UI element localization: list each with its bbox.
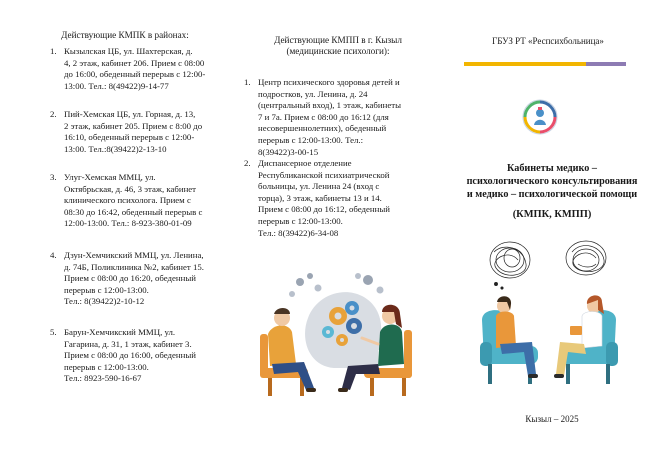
item-number: 1. <box>50 46 57 56</box>
item-line: Гагарина, д. 31, 1 этаж, кабинет 3. <box>64 338 192 349</box>
heading-line: (медицинские психологи): <box>286 46 390 56</box>
item-line: до 16:00, обеденный перерыв с 12:00- <box>64 69 206 80</box>
item-line: Тел.: 8923-590-16-67 <box>64 373 142 384</box>
item-line: Октябрьская, д. 46, 3 этаж, кабинет <box>64 183 197 194</box>
heading-line: Действующие КМПП в г. Кызыл <box>274 35 402 45</box>
item-line: Кызылская ЦБ, ул. Шахтерская, д. <box>64 46 193 56</box>
item-line: (центральный вход), 1 этаж, кабинеты <box>258 100 401 111</box>
item-line: торца), 3 этаж, кабинеты 13 и 14. <box>258 192 382 203</box>
item-number: 4. <box>50 250 57 260</box>
item-line: перерыв с 12:00-13:00. <box>258 215 343 226</box>
item-line: 12:00-13:00. Тел.: 8-923-380-01-09 <box>64 218 192 229</box>
item-line: больницы, ул. Ленина 24 (вход с <box>258 181 380 192</box>
left-heading: Действующие КМПК в районах: <box>61 30 189 40</box>
item-line: несовершеннолетних), обеденный <box>258 123 387 134</box>
title-line: и медико – психологической помощи <box>466 188 638 200</box>
item-number: 5. <box>50 327 57 337</box>
item-line: перерыв с 12:00-13:00. <box>64 361 149 372</box>
therapy-illustration <box>474 238 624 390</box>
item-number: 2. <box>244 158 251 168</box>
item-line: 8(39422)3-00-15 <box>258 146 319 157</box>
item-line: Барун-Хемчикский ММЦ, ул. <box>64 327 176 337</box>
accent-strip-yellow <box>464 62 586 66</box>
title-line: психологического консультирования <box>466 175 638 187</box>
middle-panel <box>228 0 446 459</box>
item-line: клинического психолога. Прием с <box>64 195 191 206</box>
item-line: 13:00. Тел.:8(39422)2-13-10 <box>64 143 167 154</box>
item-line: д. 74Б, Поликлиника №2, кабинет 15. <box>64 261 204 272</box>
item-line: перерыв с 12:00-13:00. Тел.: <box>258 134 364 145</box>
item-line: 08:30 до 16:42, обеденный перерыв с <box>64 206 203 217</box>
item-line: 16:10, обеденный перерыв с 12:00- <box>64 132 195 143</box>
item-number: 1. <box>244 77 251 87</box>
head-silhouette <box>305 292 386 368</box>
item-line: Улуг-Хемская ММЦ, ул. <box>64 172 156 182</box>
left-panel <box>0 0 228 459</box>
item-line: 13:00. Тел.: 8(49422)9-14-77 <box>64 80 169 91</box>
item-number: 2. <box>50 109 57 119</box>
item-number: 3. <box>50 172 57 182</box>
item-line: Дзун-Хемчикский ММЦ, ул. Ленина, <box>64 250 204 260</box>
city-year: Кызыл – 2025 <box>525 414 579 424</box>
item-line: 7 и 7а. Прием с 08:00 до 16:12 (для <box>258 111 389 122</box>
item-line: Прием с 08:00 до 16:00, обеденный <box>64 350 196 361</box>
item-line: 2 этаж, кабинет 205. Прием с 8:00 до <box>64 120 203 131</box>
item-line: Диспансерное отделение <box>258 158 352 168</box>
item-line: Тел.: 8(39422)6-34-08 <box>258 227 339 238</box>
item-line: Республиканской психиатрической <box>258 169 390 180</box>
brochure-abbreviation: (КМПК, КМПП) <box>512 209 592 220</box>
item-line: Пий-Хемская ЦБ, ул. Горная, д. 13, <box>64 109 196 119</box>
item-line: перерыв с 12:00-13:00. <box>64 284 149 295</box>
item-line: Тел.: 8(39422)2-10-12 <box>64 296 145 307</box>
item-line: Центр психического здоровья детей и <box>258 77 400 87</box>
item-line: 4, 2 этаж, кабинет 206. Прием с 08:00 <box>64 57 205 68</box>
accent-strip-lilac <box>586 62 626 66</box>
consultation-illustration <box>238 268 438 400</box>
item-line: Прием с 08:00 до 16:20, обеденный <box>64 273 196 284</box>
thought-scribble-icon <box>566 241 606 275</box>
right-panel <box>446 0 650 459</box>
title-line: Кабинеты медико – <box>506 163 598 174</box>
thought-scribble-icon <box>490 242 530 289</box>
hospital-logo-icon <box>521 98 559 136</box>
organization-name: ГБУЗ РТ «Респсихбольница» <box>492 36 604 46</box>
brochure-title <box>454 163 650 201</box>
middle-heading <box>248 35 428 57</box>
item-line: подростков, ул. Ленина, д. 24 <box>258 88 368 99</box>
item-line: Прием с 08:00 до 16:12, обеденный <box>258 204 390 215</box>
